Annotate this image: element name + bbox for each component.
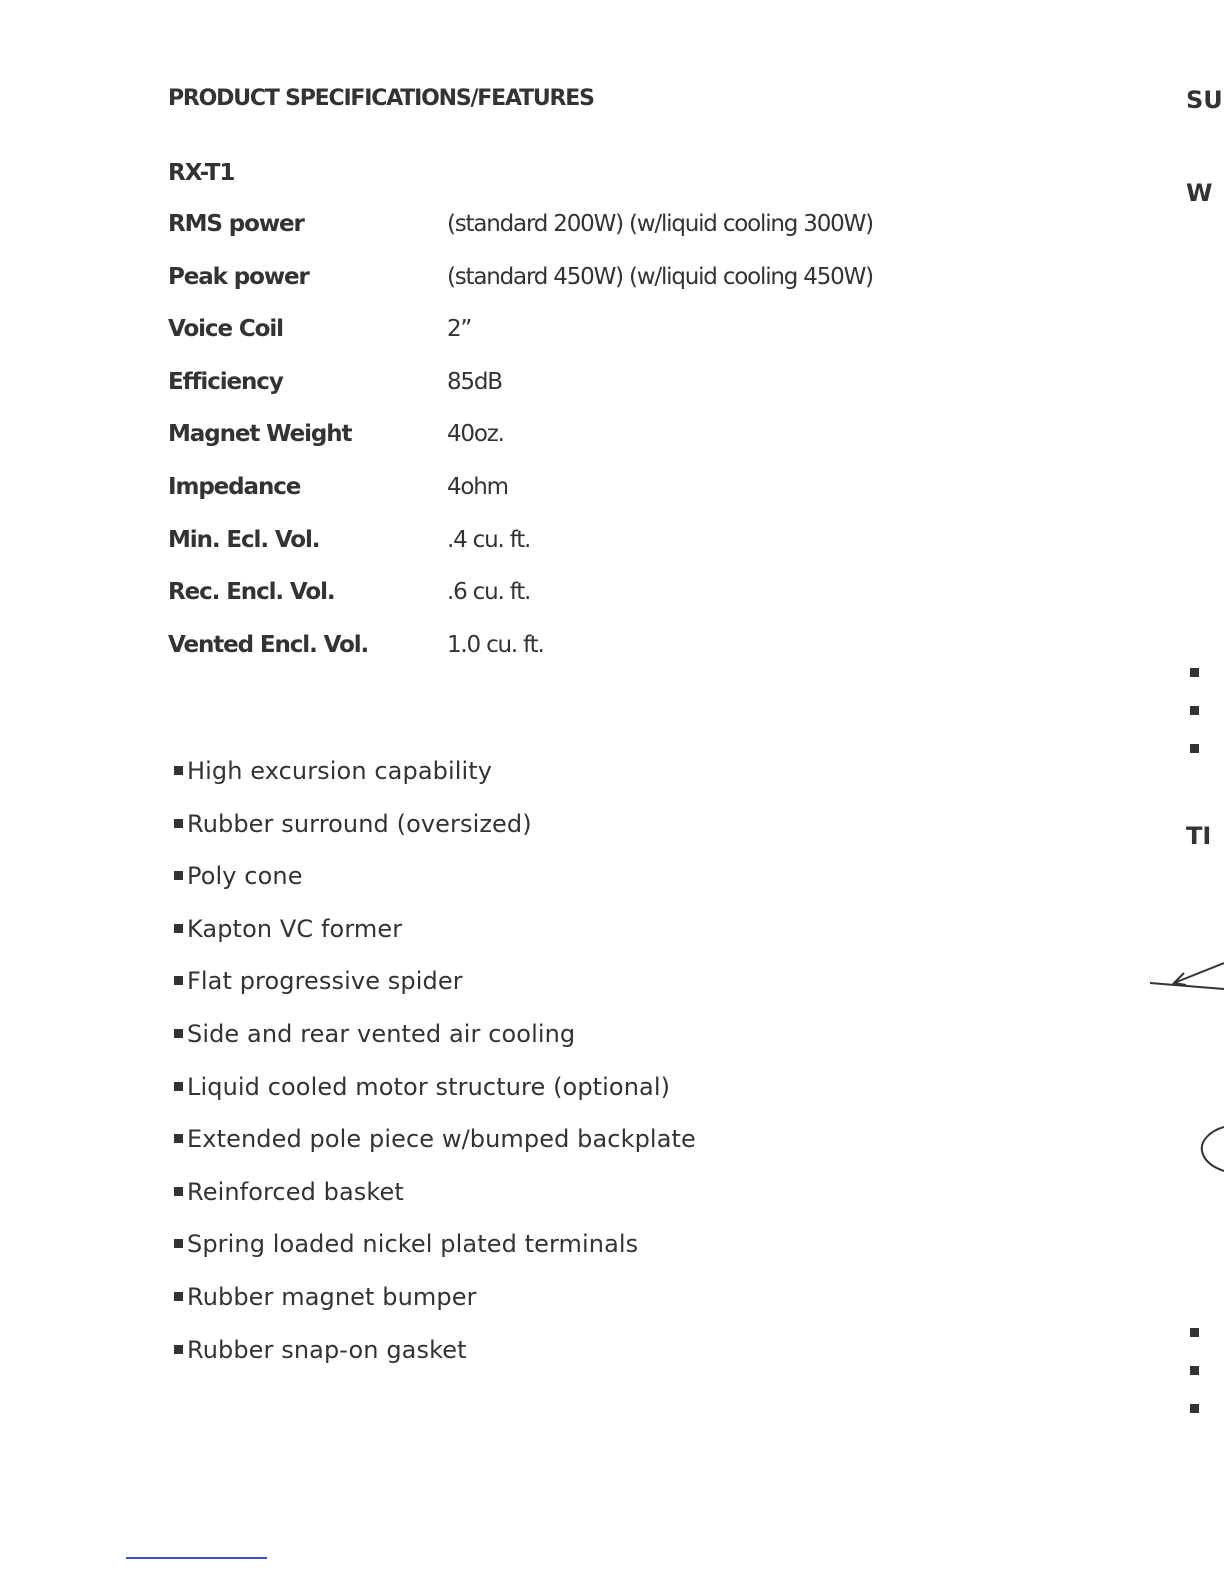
- feature-text: Liquid cooled motor structure (optional): [187, 1072, 671, 1101]
- bullet-icon: [174, 819, 183, 828]
- spec-label: Magnet Weight: [168, 421, 352, 448]
- spec-value: (standard 450W) (w/liquid cooling 450W): [447, 263, 873, 290]
- bullet-icon: [174, 924, 183, 933]
- feature-item: [170, 965, 870, 1018]
- feature-text: Rubber surround (oversized): [187, 809, 532, 838]
- spec-label: RMS power: [168, 211, 304, 237]
- bullet-icon: [174, 871, 183, 880]
- spec-row: [168, 361, 968, 414]
- bullet-icon: [174, 1292, 183, 1301]
- feature-item: [170, 755, 870, 808]
- diagram-shape-fragment: [1196, 1125, 1224, 1175]
- feature-item: [170, 913, 870, 966]
- feature-item: [170, 1281, 870, 1334]
- bullet-icon: [174, 1082, 183, 1091]
- feature-item: [170, 1334, 870, 1387]
- spec-value: 1.0 cu. ft.: [447, 631, 544, 658]
- spec-value: .6 cu. ft.: [447, 579, 531, 606]
- page-title: PRODUCT SPECIFICATIONS/FEATURES: [168, 86, 594, 111]
- feature-list: [170, 755, 870, 1386]
- feature-item: [170, 808, 870, 861]
- diagram-arrow-fragment: [1148, 955, 1224, 1001]
- feature-item: [170, 1228, 870, 1281]
- feature-item: [170, 1176, 870, 1229]
- spec-label: Efficiency: [168, 368, 283, 395]
- right-heading-fragment: W: [1186, 179, 1213, 207]
- spec-table: [168, 203, 968, 676]
- spec-row: [168, 624, 968, 677]
- spec-row: [168, 466, 968, 519]
- feature-text: Kapton VC former: [187, 914, 403, 943]
- spec-row: [168, 308, 968, 361]
- feature-text: Reinforced basket: [187, 1177, 404, 1206]
- bullet-icon: [174, 1345, 183, 1354]
- bullet-icon: [1190, 744, 1199, 753]
- bullet-icon: [174, 1134, 183, 1143]
- feature-item: [170, 1123, 870, 1176]
- spec-label: Voice Coil: [168, 316, 283, 343]
- bullet-icon: [1190, 1404, 1199, 1413]
- spec-row: [168, 413, 968, 466]
- feature-text: Flat progressive spider: [187, 967, 463, 996]
- spec-value: 4ohm: [447, 473, 508, 500]
- spec-row: [168, 256, 968, 309]
- feature-text: Extended pole piece w/bumped backplate: [187, 1125, 696, 1154]
- bullet-icon: [1190, 706, 1199, 715]
- feature-item: [170, 1071, 870, 1124]
- bullet-icon: [1190, 1328, 1199, 1337]
- spec-value: .4 cu. ft.: [447, 526, 531, 553]
- bullet-icon: [174, 766, 183, 775]
- bullet-icon: [174, 1029, 183, 1038]
- feature-item: [170, 1018, 870, 1071]
- spec-row: [168, 519, 968, 572]
- link-underline-divider: [126, 1557, 267, 1559]
- right-heading-fragment: SU: [1186, 86, 1223, 114]
- feature-text: Rubber magnet bumper: [187, 1282, 477, 1311]
- spec-value: 2”: [447, 316, 472, 343]
- bullet-icon: [1190, 668, 1199, 677]
- feature-text: Spring loaded nickel plated terminals: [187, 1230, 639, 1259]
- bullet-icon: [174, 1239, 183, 1248]
- spec-label: Min. Ecl. Vol.: [168, 526, 320, 553]
- feature-text: Side and rear vented air cooling: [187, 1019, 576, 1048]
- bullet-icon: [1190, 1366, 1199, 1375]
- spec-value: 85dB: [447, 368, 502, 395]
- spec-label: Rec. Encl. Vol.: [168, 579, 335, 606]
- spec-label: Peak power: [168, 263, 309, 290]
- spec-row: [168, 571, 968, 624]
- bullet-icon: [174, 1187, 183, 1196]
- right-heading-fragment: TI: [1186, 822, 1212, 850]
- spec-label: Vented Encl. Vol.: [168, 631, 369, 658]
- feature-text: High excursion capability: [187, 757, 493, 785]
- model-name: RX-T1: [168, 160, 235, 186]
- spec-label: Impedance: [168, 473, 301, 500]
- feature-item: [170, 860, 870, 913]
- bullet-icon: [174, 976, 183, 985]
- spec-value: 40oz.: [447, 421, 504, 448]
- feature-text: Poly cone: [187, 862, 303, 891]
- feature-text: Rubber snap-on gasket: [187, 1335, 467, 1364]
- spec-value: (standard 200W) (w/liquid cooling 300W): [447, 211, 873, 237]
- spec-row: [168, 203, 968, 256]
